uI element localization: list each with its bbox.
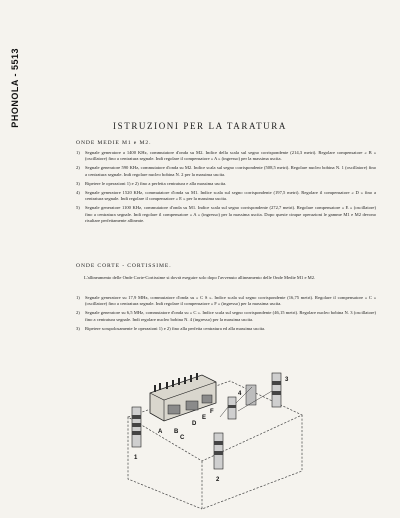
section-heading-short-waves: ONDE CORTE - CORTISSIME.	[76, 263, 172, 269]
label-coil-2: 2	[216, 477, 220, 483]
label-e: E	[202, 415, 207, 421]
page-title: ISTRUZIONI PER LA TARATURA	[113, 121, 287, 131]
list-item: 3) Ripetere scrupolosamente le operazioni 1) e 2) fino alla perfetta centratura ed alla massima uscita.	[76, 325, 266, 331]
list-item: 1) Segnale generatore su 17,9 MHz, commutatore d'onda su « C S ». Indice scala sul segno corrispondente (16,75 metri). Regolare il compensatore « C » (oscillatore) fino a centratura segnale. Indi regolare il compensatore « F » (ingresso) per la massima uscita.	[76, 295, 376, 307]
model-label: PHONOLA - 5513	[10, 48, 20, 128]
coil-1	[132, 407, 141, 447]
coil-2	[214, 433, 223, 469]
label-c: C	[180, 435, 185, 441]
chassis-diagram	[110, 355, 310, 510]
short-wave-steps	[76, 295, 376, 335]
coil-3	[272, 373, 281, 407]
label-a: A	[158, 429, 163, 435]
list-item: 3) Ripetere le operazioni 1) e 2) fino a perfetta centratura e alla massima uscita.	[76, 180, 227, 186]
label-d: D	[192, 421, 197, 427]
list-item: 2) Segnale generatore 590 KHz, commutatore d'onda su M2. Indice scala sul segno corrispondente (508,5 metri). Regolare nucleo bobina N. 1 (oscillatore) fino a centratura segnale. Indi regolare nucleo bobina N. 2 per la massima uscita.	[76, 165, 376, 177]
coil-4	[228, 397, 236, 419]
label-coil-3: 3	[285, 377, 289, 383]
tuning-capacitor-block	[150, 373, 216, 421]
list-item: 2) Segnale generatore su 6,5 MHz, commutatore d'onda su « C ». Indice scala sul segno corrispondente (46,15 metri). Regolare nucleo bobina N. 3 (oscillatore) fino a centratura segnale. Indi regolare nucleo bobina N. 4 (ingresso) per la massima uscita.	[76, 310, 376, 322]
label-coil-1: 1	[134, 455, 138, 461]
list-item: 5) Segnale generatore 1100 KHz, commutatore d'onda su M1. Indice scala sul segno corrispondente (272,7 metri). Regolare compensatore « E » (oscillatore) fino a centratura segnale. Indi regolare il compensatore « A » (ingresso) per la massima uscita. Dopo queste cinque operazioni le gamme M1 e M2 devono risultare perfettamente allineate.	[76, 205, 376, 224]
label-coil-4: 4	[238, 391, 242, 397]
list-item: 4) Segnale generatore 1520 KHz, commutatore d'onda su M1. Indice scala sul segno corrispondente (197,5 metri). Regolare il compensatore « D » fino a centratura segnale. Indi regolare il compensatore « E » per la massima uscita.	[76, 189, 376, 202]
section-intro: L'allineamento delle Onde Corte-Cortissime si dovrà eseguire solo dopo l'avvenuto allineamento delle Onde Medie M1 e M2.	[84, 275, 316, 280]
medium-wave-steps	[76, 150, 376, 227]
label-f: F	[210, 409, 214, 415]
list-item: 1) Segnale generatore a 1400 KHz, commutatore d'onda su M2. Indice della scala sul segno corrispondente (214,3 metri). Regolare compensatore « B » (oscillatore) fino a centratura segnale. Indi regolare il compensatore « A » (ingresso) per la massima uscita.	[76, 150, 376, 162]
label-b: B	[174, 429, 179, 435]
section-heading-medium-waves: ONDE MEDIE M1 e M2.	[76, 140, 152, 146]
